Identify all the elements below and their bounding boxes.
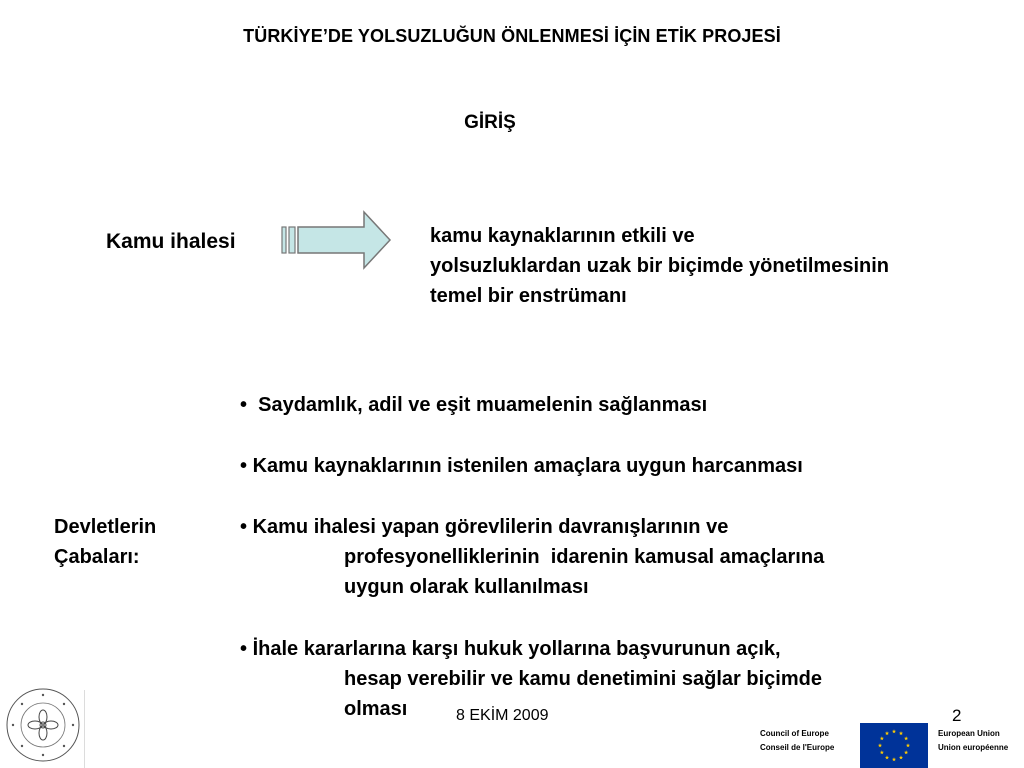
efforts-label-line: Çabaları: xyxy=(54,546,140,568)
bullet-marker: • xyxy=(240,516,248,538)
eu-flag-icon xyxy=(860,723,928,768)
bullet-item xyxy=(240,512,1020,602)
section-heading: GİRİŞ xyxy=(464,112,516,133)
bullet-item xyxy=(240,390,707,420)
bullet-continuation: hesap verebilir ve kamu denetimini sağlar biçimde xyxy=(344,668,822,690)
definition-line: temel bir enstrümanı xyxy=(430,285,627,307)
bullet-text: Kamu kaynaklarının istenilen amaçlara uygun harcanması xyxy=(252,455,803,477)
bullet-marker: • xyxy=(240,394,248,416)
page-number: 2 xyxy=(952,706,962,725)
bullet-item xyxy=(240,634,1020,724)
bullet-continuation: olması xyxy=(344,698,408,720)
definition-line: kamu kaynaklarının etkili ve xyxy=(430,225,695,247)
procurement-label: Kamu ihalesi xyxy=(106,230,236,253)
european-union-text xyxy=(938,727,1008,755)
efforts-label-line: Devletlerin xyxy=(54,516,157,538)
procurement-definition xyxy=(430,221,1024,311)
coe-line: Council of Europe xyxy=(760,729,829,738)
bullet-marker: • xyxy=(240,638,248,660)
logo-divider xyxy=(84,690,85,768)
bullet-text: İhale kararlarına karşı hukuk yollarına başvurunun açık, xyxy=(252,638,781,660)
bullet-text: Saydamlık, adil ve eşit muamelenin sağlanması xyxy=(247,394,708,416)
efforts-label xyxy=(54,512,214,572)
right-arrow-icon xyxy=(280,210,392,270)
bullet-continuation: uygun olarak kullanılması xyxy=(344,576,589,598)
eu-line: European Union xyxy=(938,729,1000,738)
ethics-board-seal-logo xyxy=(4,686,82,764)
coe-line: Conseil de l'Europe xyxy=(760,743,835,752)
footer-date: 8 EKİM 2009 xyxy=(456,707,549,724)
bullet-text: Kamu ihalesi yapan görevlilerin davranışlarının ve xyxy=(252,516,729,538)
bullet-marker: • xyxy=(240,455,248,477)
definition-line: yolsuzluklardan uzak bir biçimde yönetilmesinin xyxy=(430,255,890,277)
bullet-continuation: profesyonelliklerinin idarenin kamusal amaçlarına xyxy=(344,546,825,568)
slide-title: TÜRKİYE’DE YOLSUZLUĞUN ÖNLENMESİ İÇİN ETİK PROJESİ xyxy=(243,26,781,46)
council-of-europe-text xyxy=(760,727,834,755)
bullet-item xyxy=(240,451,803,481)
eu-line: Union européenne xyxy=(938,743,1009,752)
